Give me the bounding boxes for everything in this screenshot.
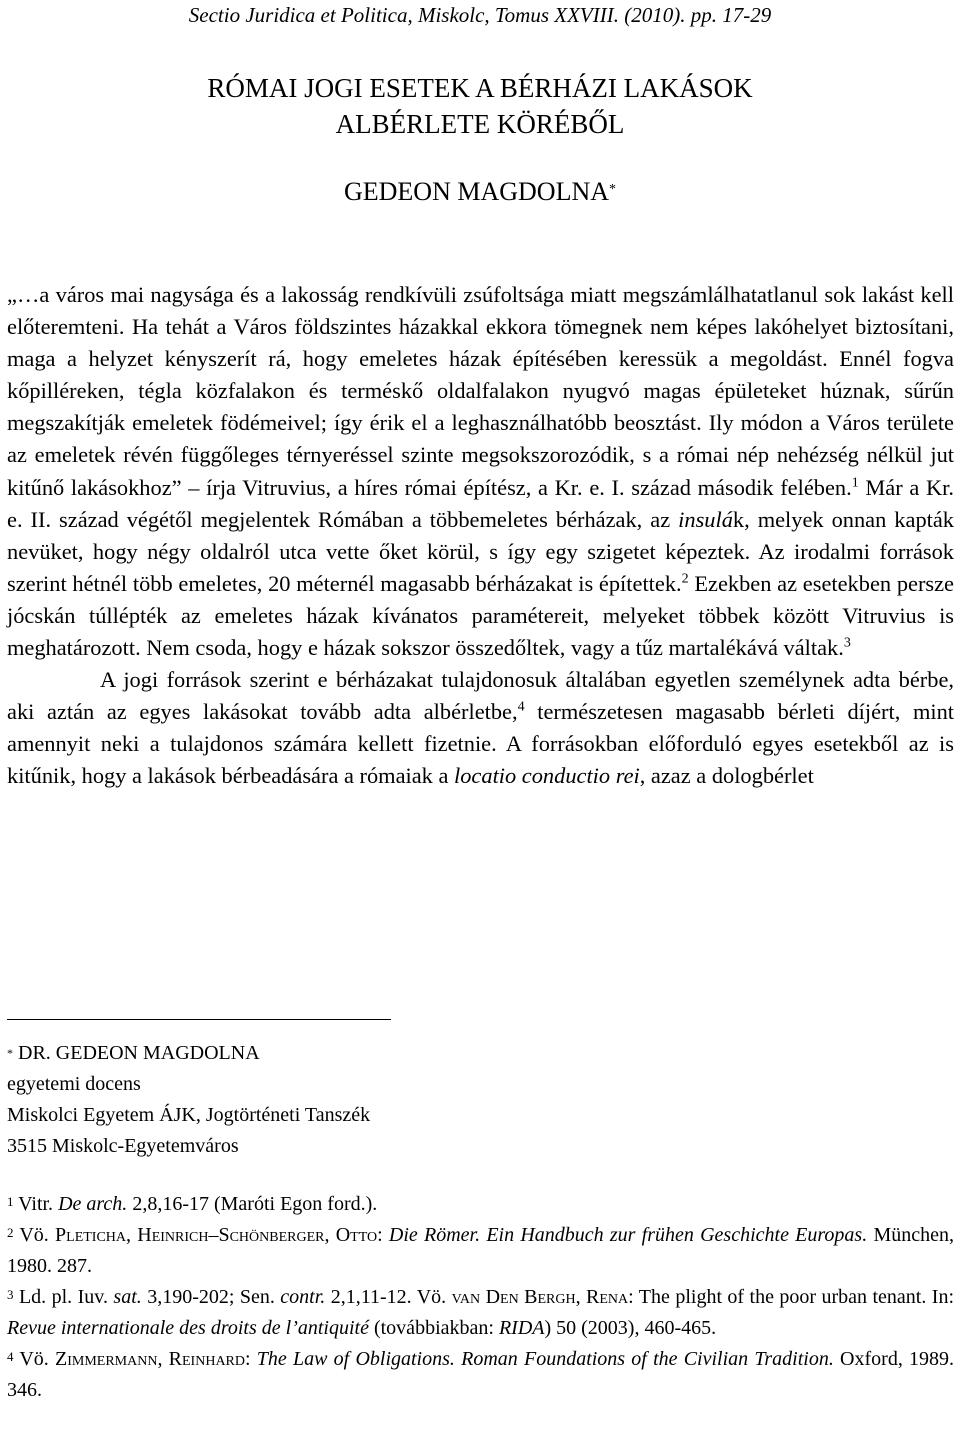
- footnote-1: [7, 1189, 954, 1220]
- paragraph-1: [7, 279, 954, 664]
- fn4-colon: :: [245, 1348, 257, 1370]
- fn4-text-c: Oxford, 1989. 346.: [7, 1348, 955, 1401]
- fn3-text-g: (továbbiakban:: [368, 1317, 499, 1339]
- affiliation-mark: *: [7, 1046, 13, 1060]
- fn2-title: Die Römer. Ein Handbuch zur frühen Geschichte Europas.: [388, 1224, 868, 1246]
- p1-insula-term: insulá: [678, 506, 733, 532]
- p2-text-a: A jogi források szerint e bérházakat tulajdonosuk általában egyetlen személynek adta bérbe, aki aztán az egyes lakásokat tovább adta albérletbe,: [7, 667, 954, 725]
- affiliation-department: Miskolci Egyetem ÁJK, Jogtörténeti Tanszék: [7, 1104, 371, 1126]
- p2-latin-term: locatio conductio rei: [454, 763, 640, 789]
- fn1-text-c: 2,8,16-17 (Maróti Egon ford.).: [127, 1193, 378, 1215]
- body-text: [7, 279, 954, 793]
- fn1-text-a: Vitr.: [13, 1193, 59, 1215]
- footnote-4-number: 4: [7, 1349, 14, 1364]
- footnote-2-number: 2: [7, 1225, 14, 1240]
- affiliation-address: 3515 Miskolc-Egyetemváros: [7, 1135, 239, 1157]
- fn4-author: Zimmermann, Reinhard: [55, 1348, 246, 1370]
- p1-text-d: Ezekben az esetekben persze jócskán túllépték az emeletes házak kívánatos paramétereit, melyeket többek között Vitruvius is meghatározott. Nem csoda, hogy e házak sokszor összedőltek, vagy a tűz martalékává váltak.: [7, 570, 954, 661]
- author-name-text: GEDEON MAGDOLNA: [343, 177, 610, 206]
- fn3-author: van Den Bergh, Rena: [451, 1286, 629, 1308]
- fn3-text-c: 3,190-202; Sen.: [141, 1286, 281, 1308]
- paragraph-2: [7, 664, 954, 792]
- fn3-journal: Revue internationale des droits de l’antiquité: [7, 1317, 369, 1339]
- footnote-3-number: 3: [7, 1287, 14, 1302]
- fn3-abbr: RIDA: [498, 1317, 545, 1339]
- fn3-text-f: : The plight of the poor urban tenant. In:: [628, 1286, 955, 1308]
- p2-text-b: természetesen magasabb bérleti díjért, mint amennyit neki a tulajdonos számára kellett fizetnie. A forrásokban előforduló egyes esetekből az is kitűnik, hogy a lakások bérbeadására a rómaiak a: [7, 699, 954, 789]
- fn3-text-e: 2,1,11-12. Vö.: [325, 1286, 452, 1308]
- running-head: Sectio Juridica et Politica, Miskolc, Tomus XXVIII. (2010). pp. 17-29: [188, 3, 772, 27]
- footnote-3: [7, 1282, 954, 1344]
- fn1-work: De arch.: [58, 1193, 128, 1215]
- footnote-separator: [7, 1019, 391, 1020]
- affiliation-name: DR. GEDEON MAGDOLNA: [13, 1042, 260, 1064]
- p1-text-b: Már a Kr. e. II. század végétől megjelentek Rómában a többemeletes bérházak, az: [7, 474, 954, 532]
- footnote-ref-2: 2: [681, 571, 689, 587]
- affiliation-name-line: [7, 1038, 370, 1069]
- footnotes: [7, 1189, 954, 1406]
- author-footnote-mark: *: [609, 182, 617, 197]
- fn2-text-a: Vö.: [13, 1224, 56, 1246]
- p2-text-c: , azaz a dologbérlet: [639, 763, 814, 789]
- fn2-author-1: Pleticha, Heinrich: [55, 1224, 209, 1246]
- author-name: [0, 174, 960, 210]
- fn2-text-c: München, 1980. 287.: [7, 1224, 954, 1277]
- fn4-title: The Law of Obligations. Roman Foundations of the Civilian Tradition.: [256, 1348, 834, 1370]
- footnote-4: [7, 1344, 954, 1406]
- fn2-colon: :: [377, 1224, 389, 1246]
- fn2-dash: –: [208, 1224, 219, 1246]
- p1-text-c: k, melyek onnan kapták nevüket, hogy négy oldalról utca vette őket körül, s így egy szigetet képeztek. Az irodalmi források szerint hétnél több emeletes, 20 méternél magasabb bérházakat is építettek.: [7, 506, 954, 596]
- footnote-ref-1: 1: [851, 475, 859, 491]
- p1-text-a: „…a város mai nagysága és a lakosság rendkívüli zsúfoltsága miatt megszámlálhatatlanul sok lakást kell előteremteni. Ha tehát a Város földszintes házakkal ekkora tömegnek nem képes lakóhelyet biztosítani, maga a helyzet kényszerít rá, hogy emeletes házak építésében keressük a megoldást. Ennél fogva kőpilléreken, tégla közfalakon és terméskő oldalfalakon nyugvó magas épületeket húznak, sűrűn megszakítják emeletek födémeivel; így érik el a leghasználhatóbb beosztást. Ily módon a Város területe az emeletek révén függőleges térnyeréssel szinte megsokszorozódik, s a római nép nehézség nélkül jut kitűnő lakásokhoz” – írja Vitruvius, a híres római építész, a Kr. e. I. század második felében.: [7, 282, 954, 500]
- footnote-1-number: 1: [7, 1194, 14, 1209]
- title-line-2: ALBÉRLETE KÖRÉBŐL: [335, 109, 625, 139]
- article-title: [0, 70, 960, 142]
- fn3-text-h: ) 50 (2003), 460-465.: [544, 1317, 717, 1339]
- affiliation-position: egyetemi docens: [7, 1073, 141, 1095]
- title-line-1: RÓMAI JOGI ESETEK A BÉRHÁZI LAKÁSOK: [207, 73, 753, 103]
- fn4-text-a: Vö.: [13, 1348, 56, 1370]
- fn3-sat: sat.: [113, 1286, 142, 1308]
- fn3-text-a: Ld. pl. Iuv.: [13, 1286, 114, 1308]
- author-affiliation: [7, 1038, 370, 1162]
- footnote-2: [7, 1220, 954, 1282]
- footnote-ref-4: 4: [517, 699, 525, 715]
- fn2-author-2: Schönberger, Otto: [218, 1224, 378, 1246]
- fn3-contr: contr.: [280, 1286, 326, 1308]
- footnote-ref-3: 3: [843, 635, 851, 651]
